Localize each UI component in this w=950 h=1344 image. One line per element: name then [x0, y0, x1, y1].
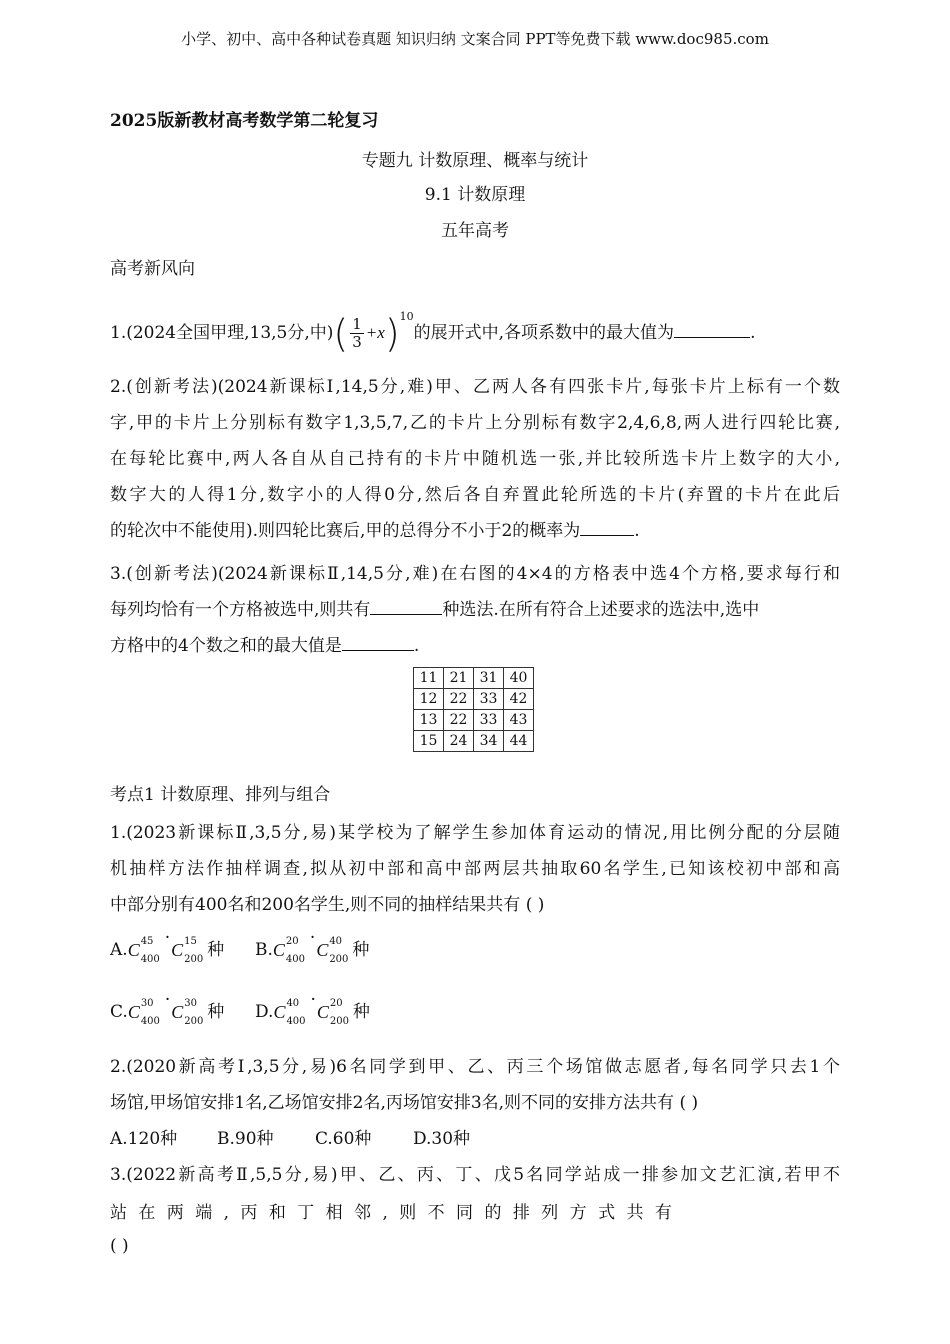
comb-upper: 20	[285, 935, 299, 947]
grid-cell: 21	[444, 668, 474, 689]
comb-lower: 400	[286, 1015, 306, 1027]
option-unit: 种	[352, 1002, 370, 1022]
grid-cell: 22	[444, 689, 474, 710]
combination	[128, 998, 164, 1028]
comb-upper: 30	[140, 997, 154, 1009]
k1q1-line-1: 1.(2023新课标Ⅱ,3,5分,易)某学校为了解学生参加体育运动的情况,用比例分配的分层随	[110, 823, 840, 843]
k1q2-line-2: 场馆,甲场馆安排1名,乙场馆安排2名,丙场馆安排3名,则不同的安排方法共有 ( )	[110, 1093, 699, 1113]
grid-cell: 34	[474, 731, 504, 752]
comb-lower: 200	[184, 953, 204, 965]
comb-symbol: C	[127, 939, 140, 960]
number-grid	[413, 667, 534, 752]
grid-row	[414, 710, 534, 731]
k1q2-line-1: 2.(2020新高考Ⅰ,3,5分,易)6名同学到甲、乙、丙三个场馆做志愿者,每名同学只去1个	[110, 1057, 840, 1077]
comb-lower: 400	[140, 1015, 160, 1027]
grid-cell: 33	[474, 689, 504, 710]
k1q3-line-1: 3.(2022新高考Ⅱ,5,5分,易)甲、乙、丙、丁、戊5名同学站成一排参加文艺汇演,若甲不	[110, 1165, 840, 1185]
q3-end: .	[413, 636, 420, 656]
comb-lower: 400	[285, 953, 305, 965]
subsection-title: 五年高考	[441, 221, 509, 241]
multiply-dot: ·	[164, 928, 171, 948]
combination	[317, 998, 353, 1028]
q2-line-5	[110, 516, 640, 541]
option-d[interactable]	[255, 990, 370, 1027]
combination	[273, 998, 309, 1028]
q1-exponent: 10	[399, 310, 414, 323]
k1q3-line-2: 站 在 两 端 , 丙 和 丁 相 邻 , 则 不 同 的 排 列 方 式 共 有	[110, 1203, 672, 1223]
grid-cell: 22	[444, 710, 474, 731]
combination	[171, 936, 207, 966]
answer-blank[interactable]	[342, 632, 414, 651]
grid-cell: 40	[504, 668, 534, 689]
q2-line-3: 在每轮比赛中,两人各自从自己持有的卡片中随机选一张,并比较所选卡片上数字的大小,	[110, 449, 840, 469]
combination	[316, 936, 352, 966]
option-c[interactable]	[110, 990, 225, 1027]
comb-symbol: C	[127, 1001, 140, 1022]
multiply-dot: ·	[309, 928, 316, 948]
q2-line-2: 字,甲的卡片上分别标有数字1,3,5,7,乙的卡片上分别标有数字2,4,6,8,两人进行四轮比赛,	[110, 413, 840, 433]
section-title: 9.1 计数原理	[424, 185, 526, 205]
comb-upper: 15	[184, 935, 197, 947]
comb-symbol: C	[273, 1001, 286, 1022]
q2-line-1: 2.(创新考法)(2024新课标Ⅰ,14,5分,难)甲、乙两人各有四张卡片,每张卡片上标有一个数	[110, 377, 840, 397]
answer-blank[interactable]	[674, 319, 750, 338]
question-1	[110, 287, 756, 356]
q3-text: 方格中的4个数之和的最大值是	[110, 636, 342, 656]
part-label: 高考新风向	[110, 259, 195, 279]
comb-symbol: C	[171, 1001, 184, 1022]
option-b[interactable]	[255, 928, 370, 965]
comb-symbol: C	[316, 939, 329, 960]
right-paren: )	[384, 311, 400, 356]
grid-cell: 24	[444, 731, 474, 752]
comb-lower: 400	[140, 953, 160, 965]
multiply-dot: ·	[310, 990, 316, 1010]
grid-cell: 44	[504, 731, 534, 752]
option-a[interactable]: A.120种	[110, 1129, 178, 1149]
comb-upper: 20	[329, 997, 343, 1009]
grid-cell: 11	[414, 668, 444, 689]
k1q3-line-3: ( )	[110, 1236, 129, 1256]
option-label: C.	[110, 1002, 128, 1022]
q3-text: 种选法.在所有符合上述要求的选法中,选中	[442, 600, 760, 620]
grid-cell: 33	[474, 710, 504, 731]
comb-symbol: C	[272, 939, 285, 960]
fraction-denominator: 3	[352, 333, 362, 351]
grid-cell: 42	[504, 689, 534, 710]
combination	[128, 936, 164, 966]
comb-upper: 40	[329, 935, 343, 947]
q1-prefix: 1.(2024全国甲理,13,5分,中)	[110, 323, 334, 343]
topic-title: 专题九 计数原理、概率与统计	[361, 151, 589, 171]
answer-blank[interactable]	[580, 517, 634, 536]
option-label: B.	[255, 940, 273, 960]
q3-line-3	[110, 631, 840, 656]
grid-row	[414, 668, 534, 689]
comb-lower: 200	[184, 1015, 204, 1027]
q2-end: .	[634, 521, 640, 541]
q1-plus-x: +x	[365, 323, 385, 342]
answer-blank[interactable]	[370, 596, 442, 615]
k1q1-line-2: 机抽样方法作抽样调查,拟从初中部和高中部两层共抽取60名学生,已知该校初中部和高	[110, 859, 840, 879]
left-paren: (	[333, 311, 349, 356]
option-c[interactable]: C.60种	[315, 1129, 372, 1149]
grid-cell: 15	[414, 731, 444, 752]
q2-line-4: 数字大的人得1分,数字小的人得0分,然后各自弃置此轮所选的卡片(弃置的卡片在此后	[110, 485, 840, 505]
option-label: A.	[110, 940, 128, 960]
option-unit: 种	[207, 940, 225, 960]
q3-line-1: 3.(创新考法)(2024新课标Ⅱ,14,5分,难)在右图的4×4的方格表中选4个方格,要求每行和	[110, 564, 840, 584]
k1q1-line-3: 中部分别有400名和200名学生,则不同的抽样结果共有 ( )	[110, 895, 545, 915]
grid-cell: 13	[414, 710, 444, 731]
grid-cell: 43	[504, 710, 534, 731]
page-header: 小学、初中、高中各种试卷真题 知识归纳 文案合同 PPT等免费下载 www.doc985.com	[181, 30, 769, 48]
grid-row	[414, 689, 534, 710]
comb-symbol: C	[171, 939, 184, 960]
q3-text: 每列均恰有一个方格被选中,则共有	[110, 600, 371, 620]
option-label: D.	[255, 1002, 274, 1022]
comb-upper: 40	[286, 997, 300, 1009]
multiply-dot: ·	[164, 990, 171, 1010]
option-d[interactable]: D.30种	[413, 1129, 471, 1149]
grid-cell: 12	[414, 689, 444, 710]
grid-cell: 31	[474, 668, 504, 689]
comb-symbol: C	[316, 1001, 329, 1022]
q1-suffix: 的展开式中,各项系数中的最大值为	[413, 323, 675, 343]
fraction	[350, 316, 364, 352]
q2-last-text: 的轮次中不能使用).则四轮比赛后,甲的总得分不小于2的概率为	[110, 521, 581, 541]
k1q2-options	[110, 1124, 470, 1149]
fraction-numerator: 1	[352, 314, 362, 333]
option-b[interactable]: B.90种	[217, 1129, 274, 1149]
q1-end: .	[750, 323, 756, 343]
comb-lower: 200	[329, 1015, 349, 1027]
combination	[171, 998, 207, 1028]
combination	[273, 936, 309, 966]
kaodian-1-title: 考点1 计数原理、排列与组合	[110, 785, 331, 805]
document-title: 2025版新教材高考数学第二轮复习	[110, 111, 379, 131]
comb-upper: 30	[184, 997, 197, 1009]
comb-lower: 200	[329, 953, 349, 965]
option-unit: 种	[207, 1002, 225, 1022]
option-unit: 种	[352, 940, 370, 960]
comb-upper: 45	[140, 935, 154, 947]
grid-row	[414, 731, 534, 752]
q3-line-2	[110, 595, 840, 620]
option-a[interactable]	[110, 928, 225, 965]
